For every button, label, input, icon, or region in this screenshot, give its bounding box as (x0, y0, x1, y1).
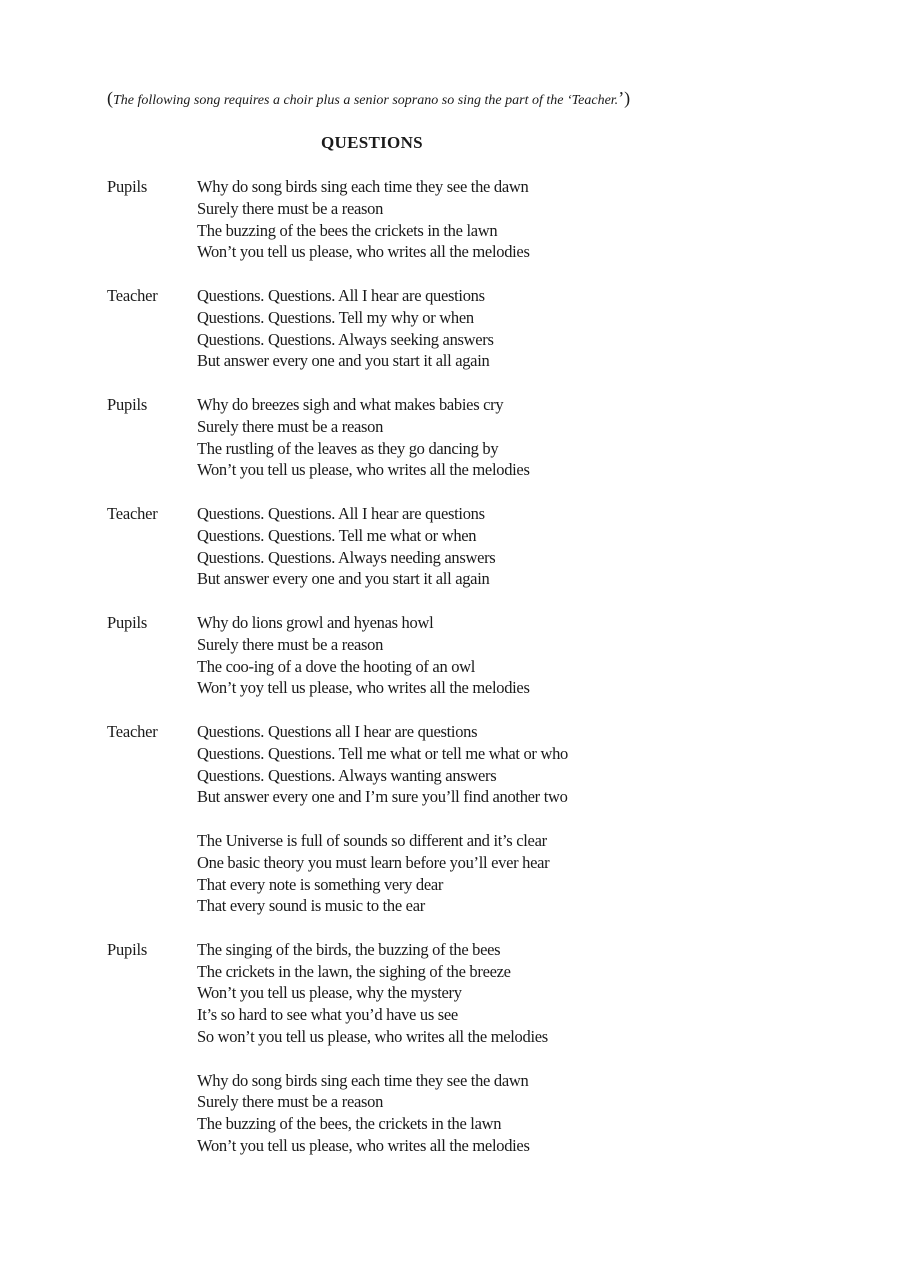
intro-open-paren: ( (107, 88, 113, 108)
lyric-line: The singing of the birds, the buzzing of the bees (197, 939, 501, 959)
song-verses (107, 176, 807, 1179)
speaker-label: Pupils (107, 177, 148, 196)
song-title: QUESTIONS (321, 133, 423, 152)
stanza (107, 1070, 807, 1157)
stanza (107, 176, 807, 263)
lyric-line: The rustling of the leaves as they go dancing by (197, 438, 499, 458)
stanza (107, 721, 807, 808)
lyric-line: Why do song birds sing each time they see the dawn (197, 1070, 529, 1090)
stanza-lines (197, 612, 807, 699)
lyric-line: Won’t yoy tell us please, who writes all the melodies (197, 678, 530, 698)
lyric-line: The coo-ing of a dove the hooting of an owl (197, 656, 476, 676)
lyric-line: The buzzing of the bees the crickets in the lawn (197, 220, 498, 240)
stanza-lines (197, 176, 807, 263)
stanza-lines (197, 830, 807, 917)
lyric-line: That every note is something very dear (197, 874, 444, 894)
stanza-lines (197, 394, 807, 481)
lyric-line: Won’t you tell us please, who writes all the melodies (197, 1136, 530, 1156)
lyric-line: The Universe is full of sounds so different and it’s clear (197, 830, 547, 850)
stanza-lines (197, 285, 807, 372)
lyric-line: That every sound is music to the ear (197, 896, 425, 916)
intro-note (107, 88, 630, 109)
stanza (107, 939, 807, 1048)
intro-close-paren: ’) (618, 88, 631, 108)
lyric-line: Surely there must be a reason (197, 416, 384, 436)
lyric-line: Questions. Questions. Always wanting answers (197, 765, 497, 785)
lyric-line: But answer every one and you start it all again (197, 351, 490, 371)
speaker-label: Teacher (107, 503, 158, 523)
lyric-line: Questions. Questions. All I hear are questions (197, 503, 485, 523)
speaker-label: Teacher (107, 721, 158, 741)
stanza (107, 503, 807, 590)
lyric-line: One basic theory you must learn before you’ll ever hear (197, 852, 550, 872)
stanza (107, 394, 807, 481)
lyric-line: Questions. Questions. Always needing answers (197, 547, 496, 567)
lyric-line: Won’t you tell us please, why the mystery (197, 983, 462, 1003)
speaker-label: Teacher (107, 285, 158, 305)
lyric-line: The buzzing of the bees, the crickets in the lawn (197, 1114, 502, 1134)
lyric-line: Questions. Questions all I hear are questions (197, 721, 478, 741)
lyric-line: Questions. Questions. Tell me what or tell me what or who (197, 743, 568, 763)
lyric-line: The crickets in the lawn, the sighing of the breeze (197, 961, 511, 981)
intro-text: The following song requires a choir plus a senior soprano so sing the part of the ‘Teacher. (113, 93, 619, 108)
lyric-line: Won’t you tell us please, who writes all the melodies (197, 460, 530, 480)
stanza-lines (197, 1070, 807, 1157)
lyric-line: Why do song birds sing each time they see the dawn (197, 177, 529, 196)
lyric-line: But answer every one and you start it all again (197, 569, 490, 589)
lyric-line: But answer every one and I’m sure you’ll find another two (197, 787, 568, 807)
lyric-line: It’s so hard to see what you’d have us see (197, 1005, 458, 1025)
speaker-label: Pupils (107, 394, 148, 414)
lyric-line: Surely there must be a reason (197, 1092, 384, 1112)
stanza-lines (197, 939, 807, 1048)
lyric-line: Questions. Questions. Always seeking answers (197, 329, 494, 349)
stanza (107, 830, 807, 917)
stanza-lines (197, 721, 807, 808)
stanza (107, 612, 807, 699)
stanza-lines (197, 503, 807, 590)
lyric-line: So won’t you tell us please, who writes all the melodies (197, 1027, 548, 1047)
lyric-line: Surely there must be a reason (197, 634, 384, 654)
speaker-label (107, 830, 197, 917)
speaker-label: Pupils (107, 939, 148, 959)
lyric-line: Questions. Questions. All I hear are questions (197, 285, 485, 305)
lyric-line: Surely there must be a reason (197, 198, 384, 218)
speaker-label: Pupils (107, 612, 148, 632)
stanza (107, 285, 807, 372)
lyric-line: Questions. Questions. Tell me what or when (197, 525, 477, 545)
lyric-line: Why do lions growl and hyenas howl (197, 612, 434, 632)
lyric-line: Why do breezes sigh and what makes babies cry (197, 394, 504, 414)
lyric-line: Won’t you tell us please, who writes all the melodies (197, 242, 530, 262)
speaker-label (107, 1070, 197, 1157)
lyric-line: Questions. Questions. Tell my why or when (197, 307, 474, 327)
